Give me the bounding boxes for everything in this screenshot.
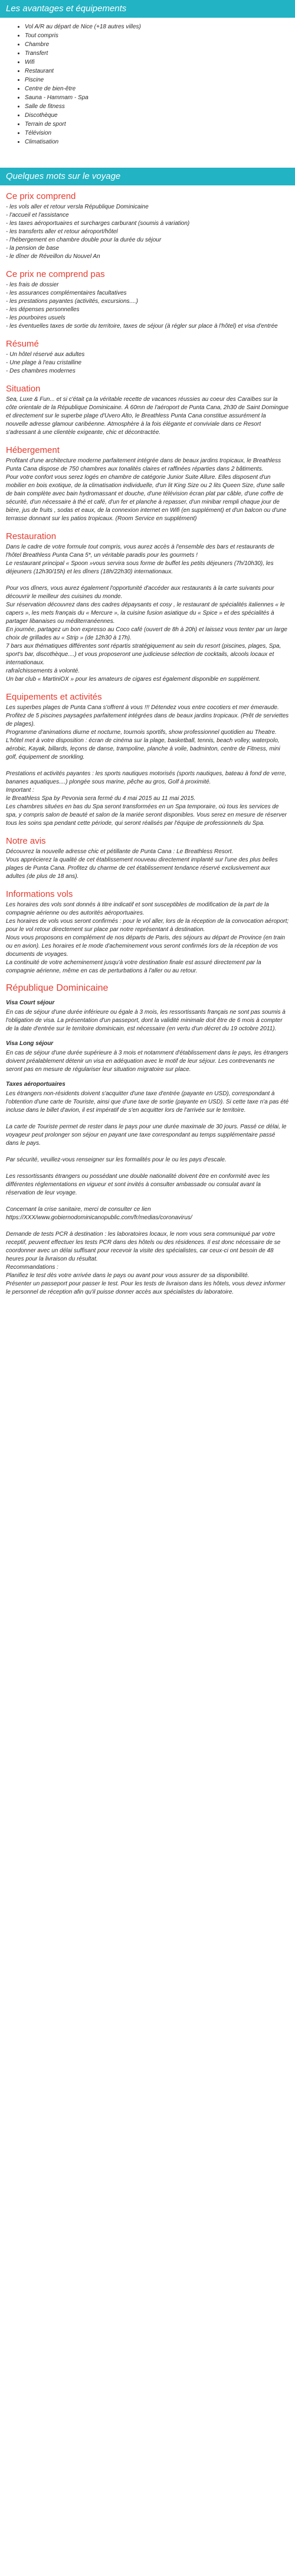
list-item: • Sauna - Hammam - Spa (25, 93, 295, 102)
section-body: Dans le cadre de votre formule tout compris, vous aurez accès à l'ensemble des bars et restaurants de l'hôtel Breathless Punta Cana 5*, un véritable paradis pour les gourmets ! Le restaurant principal « Spoon »vous servira sous forme de buffet les petits déjeuners (7h/10h30), les déjeuners (12h30/15h) et les dîners (18h/22h30) internationaux. Pour vos dîners, vous aurez également l'opportunité d'accéder aux restaurants à la carte suivants pour découvrir le meilleur des cuisines du monde. Sur réservation découvrez dans des cadres dépaysants et cosy , le restaurant de spécialités italiennes « le capers », les mets français du « Mercure », la cuisine fusion asiatique du « Spice » et des spécialités à partager libanaises ou méditerranéennes. En journée, partagez un bon expresso au Coco café (ouvert de 8h à 20h) et laissez vous tenter par un large choix de grillades au « Strip » (de 12h30 à 17h). 7 bars aux thématiques différentes sont répartis stratégiquement au sein du resort (piscines, plages, Spa, sport's bar, discothèque....) et vous proposeront une judicieuse sélection de cocktails, alcools locaux et internationaux. rafraîchissements à volonté. Un bar club « MartiniOX » pour les amateurs de cigares est également disponible en supplément. (6, 544, 287, 683)
spacer (0, 18, 295, 22)
list-item: • Piscine (25, 76, 295, 84)
subsection-body: En cas de séjour d'une durée supérieure à 3 mois et notamment d'établissement dans le pays, les étrangers doivent préalablement détenir un visa en adéquation avec le motif de leur séjour. Les contrevenants ne seront pas en mesure de régulariser leur situation migratoire sur place. (6, 1050, 289, 1073)
section-heading: Situation (6, 384, 41, 394)
section-body: Sea, Luxe & Fun... et si c'était ça la véritable recette de vacances réussies au coeur des Caraïbes sur la côte orientale de la République Dominicaine. À 60mn de l'aéroport de Punta Cana, 2h30 de Saint Domingue et directement sur le superbe plage d'Uvero Alto, le Breathless Punta Cana constitue assurément la nouvelle adresse glamour caribéenne. Atmosphère à la fois élégante et conviviale dans ce Resort s'adressant à une clientèle exigeante, chic et décontractée. (6, 396, 289, 436)
section-body: Les superbes plages de Punta Cana s'offrent à vous !!! Détendez vous entre cocotiers et mer émeraude. Profitez de 5 piscines paysagées parfaitement intégrées dans de beaux jardins tropicaux. (Prêt de serviettes de plages). Programme d'animations diurne et nocturne, tournois sportifs, show professionnel quotidien au Theatre. L'hôtel met à votre disposition : écran de cinéma sur la plage, basketball, tennis, beach volley, waterpolo, aérobic, Kayak, billards, leçons de danse, trampoline, planche à voile, badminton, centre de Fitness, mini golf, équipement de snorkling. Prestations et activités payantes : les sports nautiques motorisés (sports nautiques, bateau à fond de verre, bananes aquatiques....) plongée sous marine, pêche au gros, Golf à proximité. Important : le Breathless Spa by Pevonia sera fermé du 4 mai 2015 au 11 mai 2015. Les chambres situées en bas du Spa seront transformées en un Spa temporaire, où tous les services de spa, y compris salon de beauté et salon de la mariée seront disponibles. Vous serez en mesure de réserver tous les soins spa pendant cette période, qui seront réalisés par l'équipe de professionnels du Spa. (6, 704, 289, 827)
list-item: • Wifi (25, 58, 295, 67)
section-body: Les horaires des vols sont donnés à titre indicatif et sont susceptibles de modification de la part de la compagnie aérienne ou des autorités aéroportuaires. Les horaires de vols vous seront confirmés : pour le vol aller, lors de la réception de la convocation aéroport; pour le vol retour directement sur place par notre représentant à destination. Nous vous proposons en complément de nos départs de Paris, des séjours au départ de Province (en train ou en avion). Les horaires et le mode d'acheminement vous seront confirmés lors de la réception de vos documents de voyages. La continuité de votre acheminement jusqu'à votre destination finale est assuré directement par la compagnie aérienne, même en cas de perturbations à l'aller ou au retour. (6, 902, 289, 974)
section-heading: Informations vols (6, 889, 73, 899)
advantages-band: Les avantages et équipements (0, 0, 295, 18)
list-item: • Terrain de sport (25, 120, 295, 129)
list-item: • Salle de fitness (25, 102, 295, 111)
country-heading: République Dominicaine (6, 983, 109, 993)
section-heading: Equipements et activités (6, 692, 102, 702)
list-item: • Tout compris (25, 31, 295, 40)
list-item: • Centre de bien-être (25, 84, 295, 93)
list-item: • Transfert (25, 49, 295, 58)
section-body: Découvrez la nouvelle adresse chic et pétillante de Punta Cana : Le Breathless Resort. Vous apprécierez la qualité de cet établissement nouveau directement implanté sur l'une des plus belles plages de Punta Cana. Profitez du charme de cet établissement tendance réservé exclusivement aux adultes (de plus de 18 ans). (6, 848, 278, 880)
list-item: • Télévision (25, 129, 295, 138)
trip-content (0, 191, 295, 1307)
list-item: • Restaurant (25, 67, 295, 76)
spacer (0, 146, 295, 168)
advantages-list (0, 22, 295, 146)
section-heading: Notre avis (6, 836, 46, 846)
section-heading: Résumé (6, 339, 39, 349)
section-body: - les frais de dossier - les assurances complémentaires facultatives - les prestations payantes (activités, excursions....) - les dépenses personnelles - les pourboires usuels - les éventuelles taxes de sortie du territoire, taxes de séjour (à régler sur place à l'hôtel) et visa d'entrée (6, 282, 278, 329)
trip-band: Quelques mots sur le voyage (0, 168, 295, 185)
subsection-heading: Visa Court séjour (6, 1000, 55, 1006)
list-item: • Vol A/R au départ de Nice (+18 autres villes) (25, 22, 295, 31)
subsection-heading: Visa Long séjour (6, 1040, 54, 1047)
section-heading: Hébergement (6, 445, 60, 455)
section-heading: Ce prix ne comprend pas (6, 269, 105, 279)
section-body: Profitant d'une architecture moderne parfaitement intégrée dans de beaux jardins tropicaux, le Breathless Punta Cana dispose de 750 chambres aux tonalités claires et raffinées réparties dans 2 bâtiments. Pour votre confort vous serez logés en chambre de catégorie Junior Suite Allure. Elles disposent d'un mobilier en bois exotique, de la climatisation individuelle, d'un lit King Size ou 2 lits Queen Size, d'une salle de bain complète avec bain hydromassant et douche, d'une télévision écran plat par câble, d'une coffre de sécurité, d'un nécessaire à thé et café, d'un fer et planche à repasser, d'un minibar rempli chaque jour de bière, jus de fruits , sodas et eaux, de la connexion internet en Wifi (en supplément) et d'un balcon ou d'une terrasse donnant sur les patios tropicaux. (Room Service en supplément) (6, 458, 287, 522)
section-body: - Un hôtel réservé aux adultes - Une plage à l'eau cristalline - Des chambres modernes (6, 351, 85, 374)
list-item: • Chambre (25, 40, 295, 49)
list-item: • Discothèque (25, 111, 295, 120)
subsection-heading: Taxes aéroportuaires (6, 1081, 65, 1088)
subsection-body: Les étrangers non-résidents doivent s'acquitter d'une taxe d'entrée (payante en USD), correspondant à l'obtention d'une carte de Touriste, ainsi que d'une taxe de sortie (payante en USD). Si cette taxe n'a pas été incluse dans le billet d'avion, il est impératif de s'en acquitter lors de l'arrivée sur le territoire. La carte de Touriste permet de rester dans le pays pour une durée maximale de 30 jours. Passé ce délai, le voyageur peut prolonger son séjour en payant une taxe correspondant au temps supplémentaire passé dans le pays. Par sécurité, veuillez-vous renseigner sur les formalités pour le ou les pays d'escale. Les ressortissants étrangers ou possédant une double nationalité doivent être en conformité avec les différentes réglementations en vigueur et sont invités à consulter ambassade ou consulat avant la réservation de leur voyage. Concernant la crise sanitaire, merci de consulter ce lien https://XXX/www.gobiernodominicanopublic.com/fr/medias/coronavirus/ Demande de tests PCR à destination : les laboratoires locaux, le nom vous sera communiqué par votre receptif, peuvent effectuer les tests PCR dans des hôtels ou des résidences. Il est donc nécessaire de se coordonner avec un délai suffisant pour recevoir la visite des spécialistes, car ceux-ci ont besoin de 48 heures pour la livraison du résultat. Recommandations : Planifiez le test dès votre arrivée dans le pays ou avant pour vous assurer de sa disponibilité. Présenter un passeport pour passer le test. Pour les tests de livraison dans les hôtels, vous devez informer le personnel de réception afin qu'il puisse donner accès aux spécialistes du laboratoire. (6, 1091, 289, 1295)
section-heading: Restauration (6, 531, 57, 541)
subsection-body: En cas de séjour d'une durée inférieure ou égale à 3 mois, les ressortissants français ne sont pas soumis à l'obligation de visa. La présentation d'un passeport, dont la validité minimale doit être de 6 mois à compter de la date d'entrée sur le territoire dominicain, est nécessaire (en vertu d'un décret du 19 octobre 2011). (6, 1009, 286, 1032)
section-heading: Ce prix comprend (6, 191, 76, 201)
section-body: - les vols aller et retour versla République Dominicaine - l'accueil et l'assistance - les taxes aéroportuaires et surcharges carburant (soumis à variation) - les transferts aller et retour aéroport/hôtel - l'hébergement en chambre double pour la durée du séjour - la pension de base - le dîner de Réveillon du Nouvel An (6, 204, 190, 260)
list-item: • Climatisation (25, 138, 295, 146)
